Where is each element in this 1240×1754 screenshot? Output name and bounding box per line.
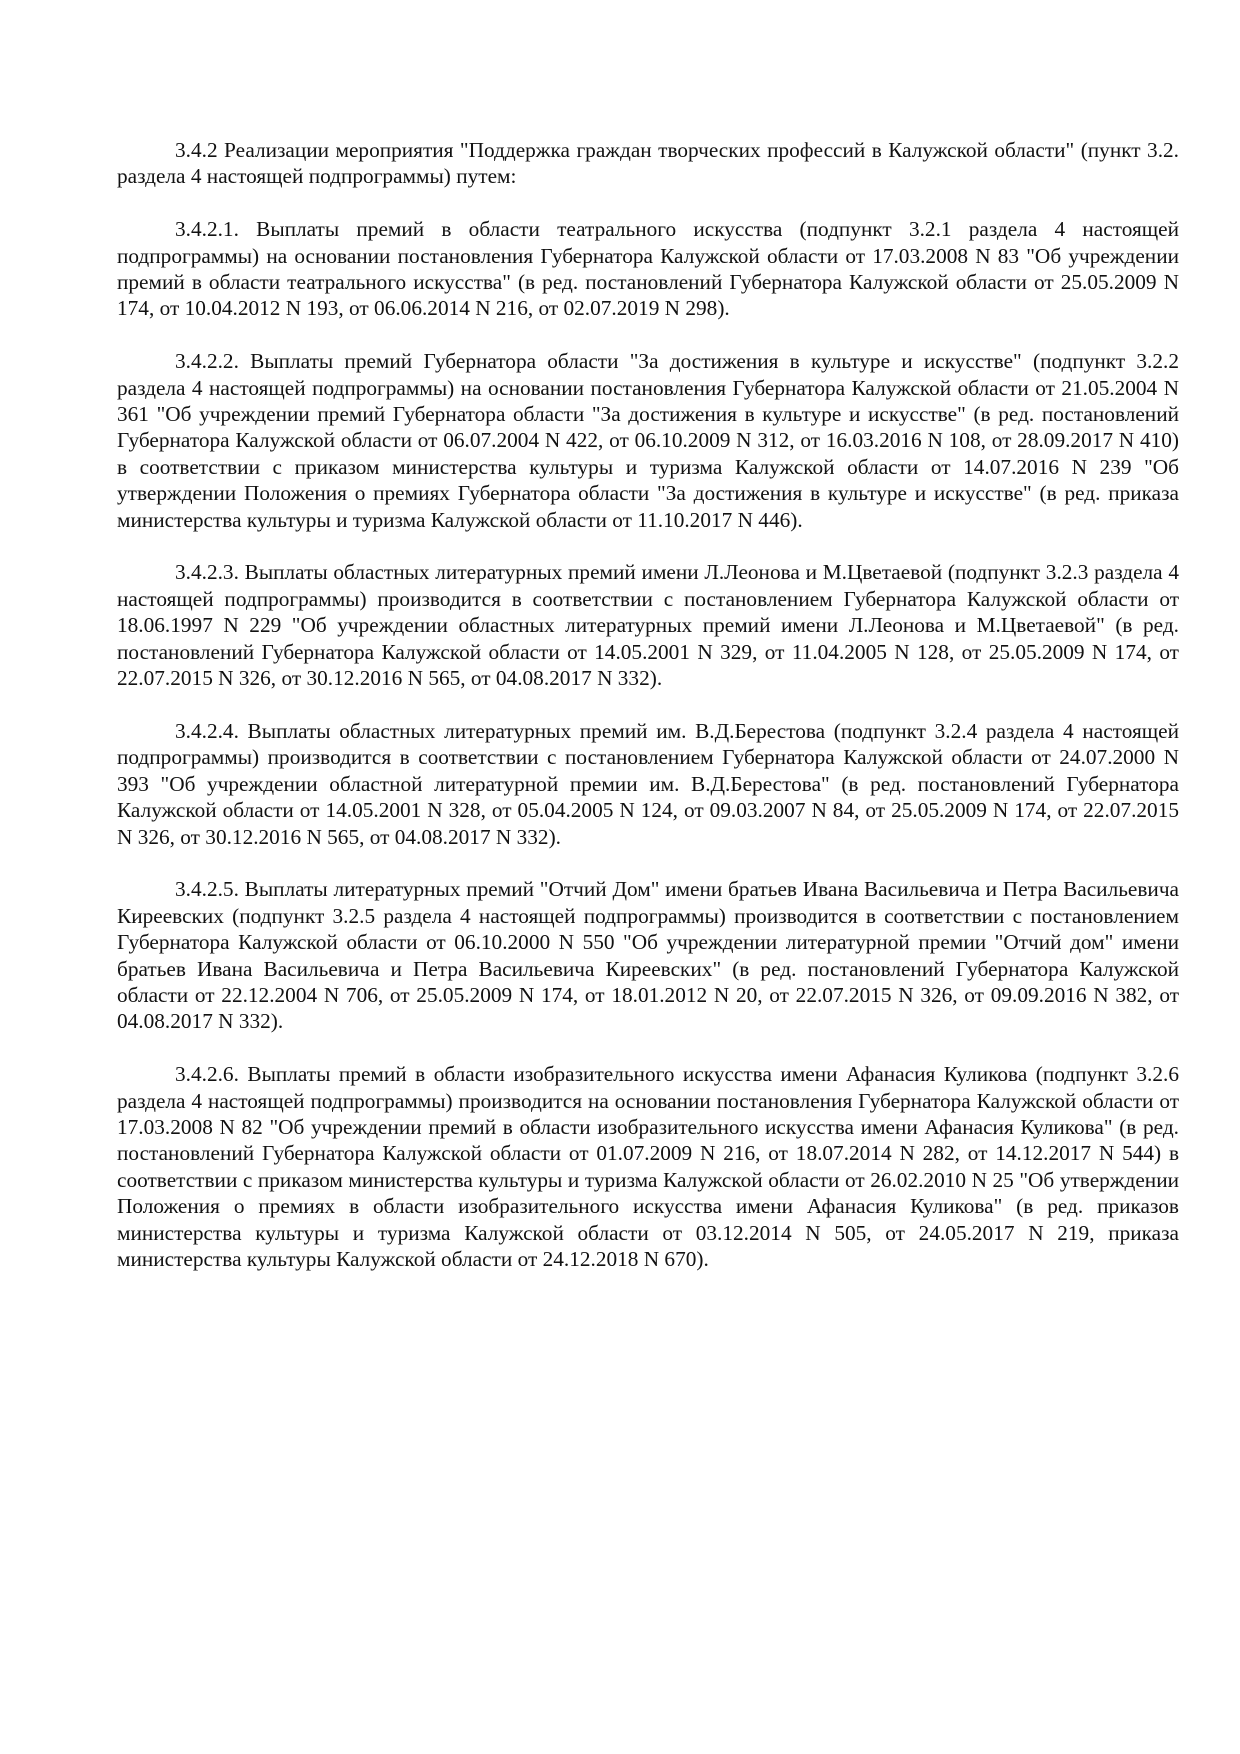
paragraph-spacer (117, 190, 1179, 216)
paragraph-3-4-2-6: 3.4.2.6. Выплаты премий в области изобразительного искусства имени Афанасия Куликова (подпункт 3.2.6 раздела 4 настоящей подпрограммы) производится на основании постановления Губернатора Калужской области от 17.03.2008 N 82 "Об учреждении премий в области изобразительного искусства имени Афанасия Куликова" (в ред. постановлений Губернатора Калужской области от 01.07.2009 N 216, от 18.07.2014 N 282, от 14.12.2017 N 544) в соответствии с приказом министерства культуры и туризма Калужской области от 26.02.2010 N 25 "Об утверждении Положения о премиях в области изобразительного искусства имени Афанасия Куликова" (в ред. приказов министерства культуры и туризма Калужской области от 03.12.2014 N 505, от 24.05.2017 N 219, приказа министерства культуры Калужской области от 24.12.2018 N 670). (117, 1062, 1179, 1271)
paragraph-3-4-2-2: 3.4.2.2. Выплаты премий Губернатора области "За достижения в культуре и искусстве" (подпункт 3.2.2 раздела 4 настоящей подпрограммы) на основании постановления Губернатора Калужской области от 21.05.2004 N 361 "Об учреждении премий Губернатора области "За достижения в культуре и искусстве" (в ред. постановлений Губернатора Калужской области от 06.07.2004 N 422, от 06.10.2009 N 312, от 16.03.2016 N 108, от 28.09.2017 N 410) в соответствии с приказом министерства культуры и туризма Калужской области от 14.07.2016 N 239 "Об утверждении Положения о премиях Губернатора области "За достижения в культуре и искусстве" (в ред. приказа министерства культуры и туризма Калужской области от 11.10.2017 N 446). (117, 349, 1179, 532)
paragraph-spacer (117, 533, 1179, 559)
paragraph-3-4-2-5: 3.4.2.5. Выплаты литературных премий "Отчий Дом" имени братьев Ивана Васильевича и Петра Васильевича Киреевских (подпункт 3.2.5 раздела 4 настоящей подпрограммы) производится в соответствии с постановлением Губернатора Калужской области от 06.10.2000 N 550 "Об учреждении литературной премии "Отчий дом" имени братьев Ивана Васильевича и Петра Васильевича Киреевских" (в ред. постановлений Губернатора Калужской области от 22.12.2004 N 706, от 25.05.2009 N 174, от 18.01.2012 N 20, от 22.07.2015 N 326, от 09.09.2016 N 382, от 04.08.2017 N 332). (117, 877, 1179, 1034)
paragraph-3-4-2-1: 3.4.2.1. Выплаты премий в области театрального искусства (подпункт 3.2.1 раздела 4 настоящей подпрограммы) на основании постановления Губернатора Калужской области от 17.03.2008 N 83 "Об учреждении премий в области театрального искусства" (в ред. постановлений Губернатора Калужской области от 25.05.2009 N 174, от 10.04.2012 N 193, от 06.06.2014 N 216, от 02.07.2019 N 298). (117, 217, 1179, 321)
paragraph-3-4-2-4: 3.4.2.4. Выплаты областных литературных премий им. В.Д.Берестова (подпункт 3.2.4 раздела 4 настоящей подпрограммы) производится в соответствии с постановлением Губернатора Калужской области от 24.07.2000 N 393 "Об учреждении областной литературной премии им. В.Д.Берестова" (в ред. постановлений Губернатора Калужской области от 14.05.2001 N 328, от 05.04.2005 N 124, от 09.03.2007 N 84, от 25.05.2009 N 174, от 22.07.2015 N 326, от 30.12.2016 N 565, от 04.08.2017 N 332). (117, 718, 1179, 849)
paragraph-spacer (117, 691, 1179, 717)
paragraph-spacer (117, 1035, 1179, 1061)
paragraph-spacer (117, 850, 1179, 876)
paragraph-spacer (117, 322, 1179, 348)
paragraph-3-4-2-3: 3.4.2.3. Выплаты областных литературных премий имени Л.Леонова и М.Цветаевой (подпункт 3.2.3 раздела 4 настоящей подпрограммы) производится в соответствии с постановлением Губернатора Калужской области от 18.06.1997 N 229 "Об учреждении областных литературных премий имени Л.Леонова и М.Цветаевой" (в ред. постановлений Губернатора Калужской области от 14.05.2001 N 329, от 11.04.2005 N 128, от 25.05.2009 N 174, от 22.07.2015 N 326, от 30.12.2016 N 565, от 04.08.2017 N 332). (117, 560, 1179, 691)
document-page (117, 137, 1179, 1272)
paragraph-3-4-2: 3.4.2 Реализации мероприятия "Поддержка граждан творческих профессий в Калужской области" (пункт 3.2. раздела 4 настоящей подпрограммы) путем: (117, 138, 1179, 189)
